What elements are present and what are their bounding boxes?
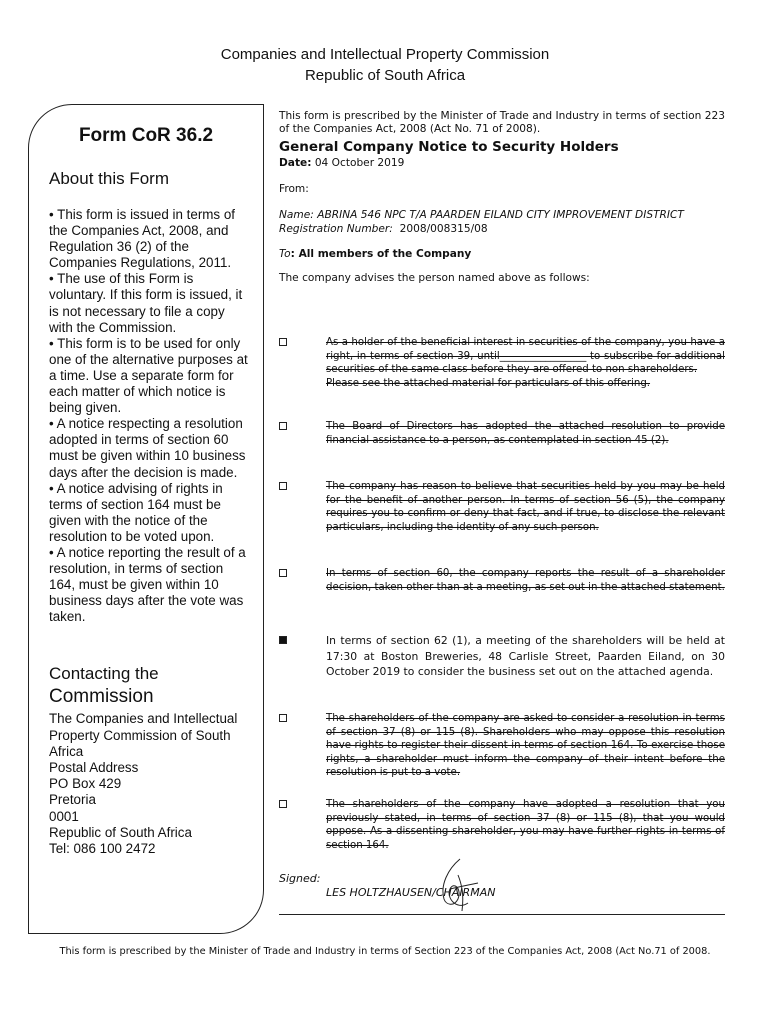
contact-line: PO Box 429 <box>49 776 122 792</box>
to-row: To: All members of the Company <box>279 248 472 260</box>
from-row: From: <box>279 183 309 195</box>
checkbox-4[interactable] <box>279 569 287 577</box>
contact-line: Postal Address <box>49 760 139 776</box>
page-footer: This form is prescribed by the Minister of Trade and Industry in terms of Section 223 of the Companies Act, 2008 (Act No.71 of 2008. <box>59 946 711 957</box>
option-7-text: The shareholders of the company have adopted a resolution that you previously stated, in terms of section 37 (8) or 115 (8), that you would oppose. As a dissenting shareholder, you may have further rights in terms of section 164. <box>326 799 725 851</box>
notice-option-4 <box>279 567 725 594</box>
intro-text: This form is prescribed by the Minister of Trade and Industry in terms of section 223 of the Companies Act, 2008 (Act No. 71 of 2008). <box>279 110 725 135</box>
date-row <box>279 157 725 169</box>
contact-line: Republic of South Africa <box>49 824 192 840</box>
notice-option-1 <box>279 336 725 390</box>
checkbox-5-checked[interactable] <box>279 636 287 644</box>
advises-text: The company advises the person named above as follows: <box>279 272 590 284</box>
main-content <box>279 110 725 284</box>
contact-line: Property Commission of South Africa <box>49 727 231 759</box>
to-label: To <box>279 248 291 260</box>
to-value: All members of the Company <box>298 248 472 260</box>
option-3-text: The company has reason to believe that securities held by you may be held for the benefit of another person. In terms of section 56 (5), the company requires you to confirm or deny that fact, and if true, to disclose the relevant particulars, including the identity of any such person. <box>326 481 725 533</box>
about-item: • A notice reporting the result of a resolution, in terms of section 164, must be given within 10 business days after the vote was taken. <box>49 544 246 625</box>
signed-label: Signed: <box>279 872 321 885</box>
reg-label: Registration Number: <box>279 223 393 235</box>
date-label: Date: <box>279 157 312 169</box>
about-list <box>49 207 249 625</box>
option-1-text: As a holder of the beneficial interest in securities of the company, you have a right, in terms of section 39, until_________________ to subscribe for additional securities of the same class before they are offered to non shareholders. <box>326 337 725 376</box>
date-value: 04 October 2019 <box>314 157 405 169</box>
sidebar-panel <box>28 104 264 934</box>
option-2-text: The Board of Directors has adopted the attached resolution to provide financial assistance to a person, as contemplated in section 45 (2). <box>326 421 725 446</box>
name-label: Name: <box>279 209 314 221</box>
contact-heading-commission: Commission <box>49 686 154 708</box>
notice-option-6 <box>279 712 725 780</box>
checkbox-6[interactable] <box>279 714 287 722</box>
option-6-text: The shareholders of the company are asked to consider a resolution in terms of section 37 (8) or 115 (8). Shareholders who may oppose this resolution have rights to register their dissent in terms of section 164. To exercise those rights, a shareholder must inform the company of their intent before the resolution is put to a vote. <box>326 713 725 779</box>
header-line-1: Companies and Intellectual Property Commission <box>220 46 550 63</box>
notice-title: General Company Notice to Security Holders <box>279 139 619 155</box>
checkbox-1[interactable] <box>279 338 287 346</box>
about-item: • This form is issued in terms of the Companies Act, 2008, and Regulation 36 (2) of the Companies Regulations, 2011. <box>49 207 236 271</box>
handwritten-signature <box>428 855 488 915</box>
contact-heading: Contacting the <box>49 664 159 684</box>
contact-line: Pretoria <box>49 792 96 808</box>
about-item: • The use of this Form is voluntary. If this form is issued, it is not necessary to file a copy with the Commission. <box>49 271 243 335</box>
contact-line: Tel: 086 100 2472 <box>49 841 156 857</box>
name-value: ABRINA 546 NPC T/A PAARDEN EILAND CITY IMPROVEMENT DISTRICT <box>317 209 684 221</box>
signer-name: LES HOLTZHAUSEN/CHAIRMAN <box>326 886 496 899</box>
contact-line: The Companies and Intellectual <box>49 711 238 727</box>
checkbox-7[interactable] <box>279 800 287 808</box>
checkbox-3[interactable] <box>279 482 287 490</box>
company-details <box>279 208 725 236</box>
header-line-2: Republic of South Africa <box>304 67 466 84</box>
reg-value: 2008/008315/08 <box>399 223 488 235</box>
notice-option-5 <box>279 633 725 680</box>
checkbox-2[interactable] <box>279 422 287 430</box>
contact-line: 0001 <box>49 808 79 824</box>
option-5-text: In terms of section 62 (1), a meeting of the shareholders will be held at 17:30 at Boston Breweries, 48 Carlisle Street, Paarden Eiland, on 30 October 2019 to consider the business set out on the attached agenda. <box>326 634 725 678</box>
from-label: From <box>279 183 306 195</box>
form-title: Form CoR 36.2 <box>78 125 214 146</box>
page-header <box>0 44 770 86</box>
notice-option-2 <box>279 420 725 447</box>
signature-line <box>279 914 725 915</box>
about-item: • A notice advising of rights in terms of section 164 must be given with the notice of the resolution to be voted upon. <box>49 480 223 544</box>
option-1-text-2: Please see the attached material for particulars of this offering. <box>326 377 651 389</box>
contact-details <box>49 711 249 857</box>
option-4-text: In terms of section 60, the company reports the result of a shareholder decision, taken other than at a meeting, as set out in the attached statement. <box>326 568 725 593</box>
notice-option-7 <box>279 798 725 852</box>
about-heading: About this Form <box>49 169 169 188</box>
about-item: • A notice respecting a resolution adopted in terms of section 60 must be given within 10 business days after the decision is made. <box>49 416 246 480</box>
about-item: • This form is to be used for only one of the alternative purposes at a time. Use a separate form for each matter of which notice is being given. <box>49 335 248 416</box>
notice-option-3 <box>279 480 725 534</box>
